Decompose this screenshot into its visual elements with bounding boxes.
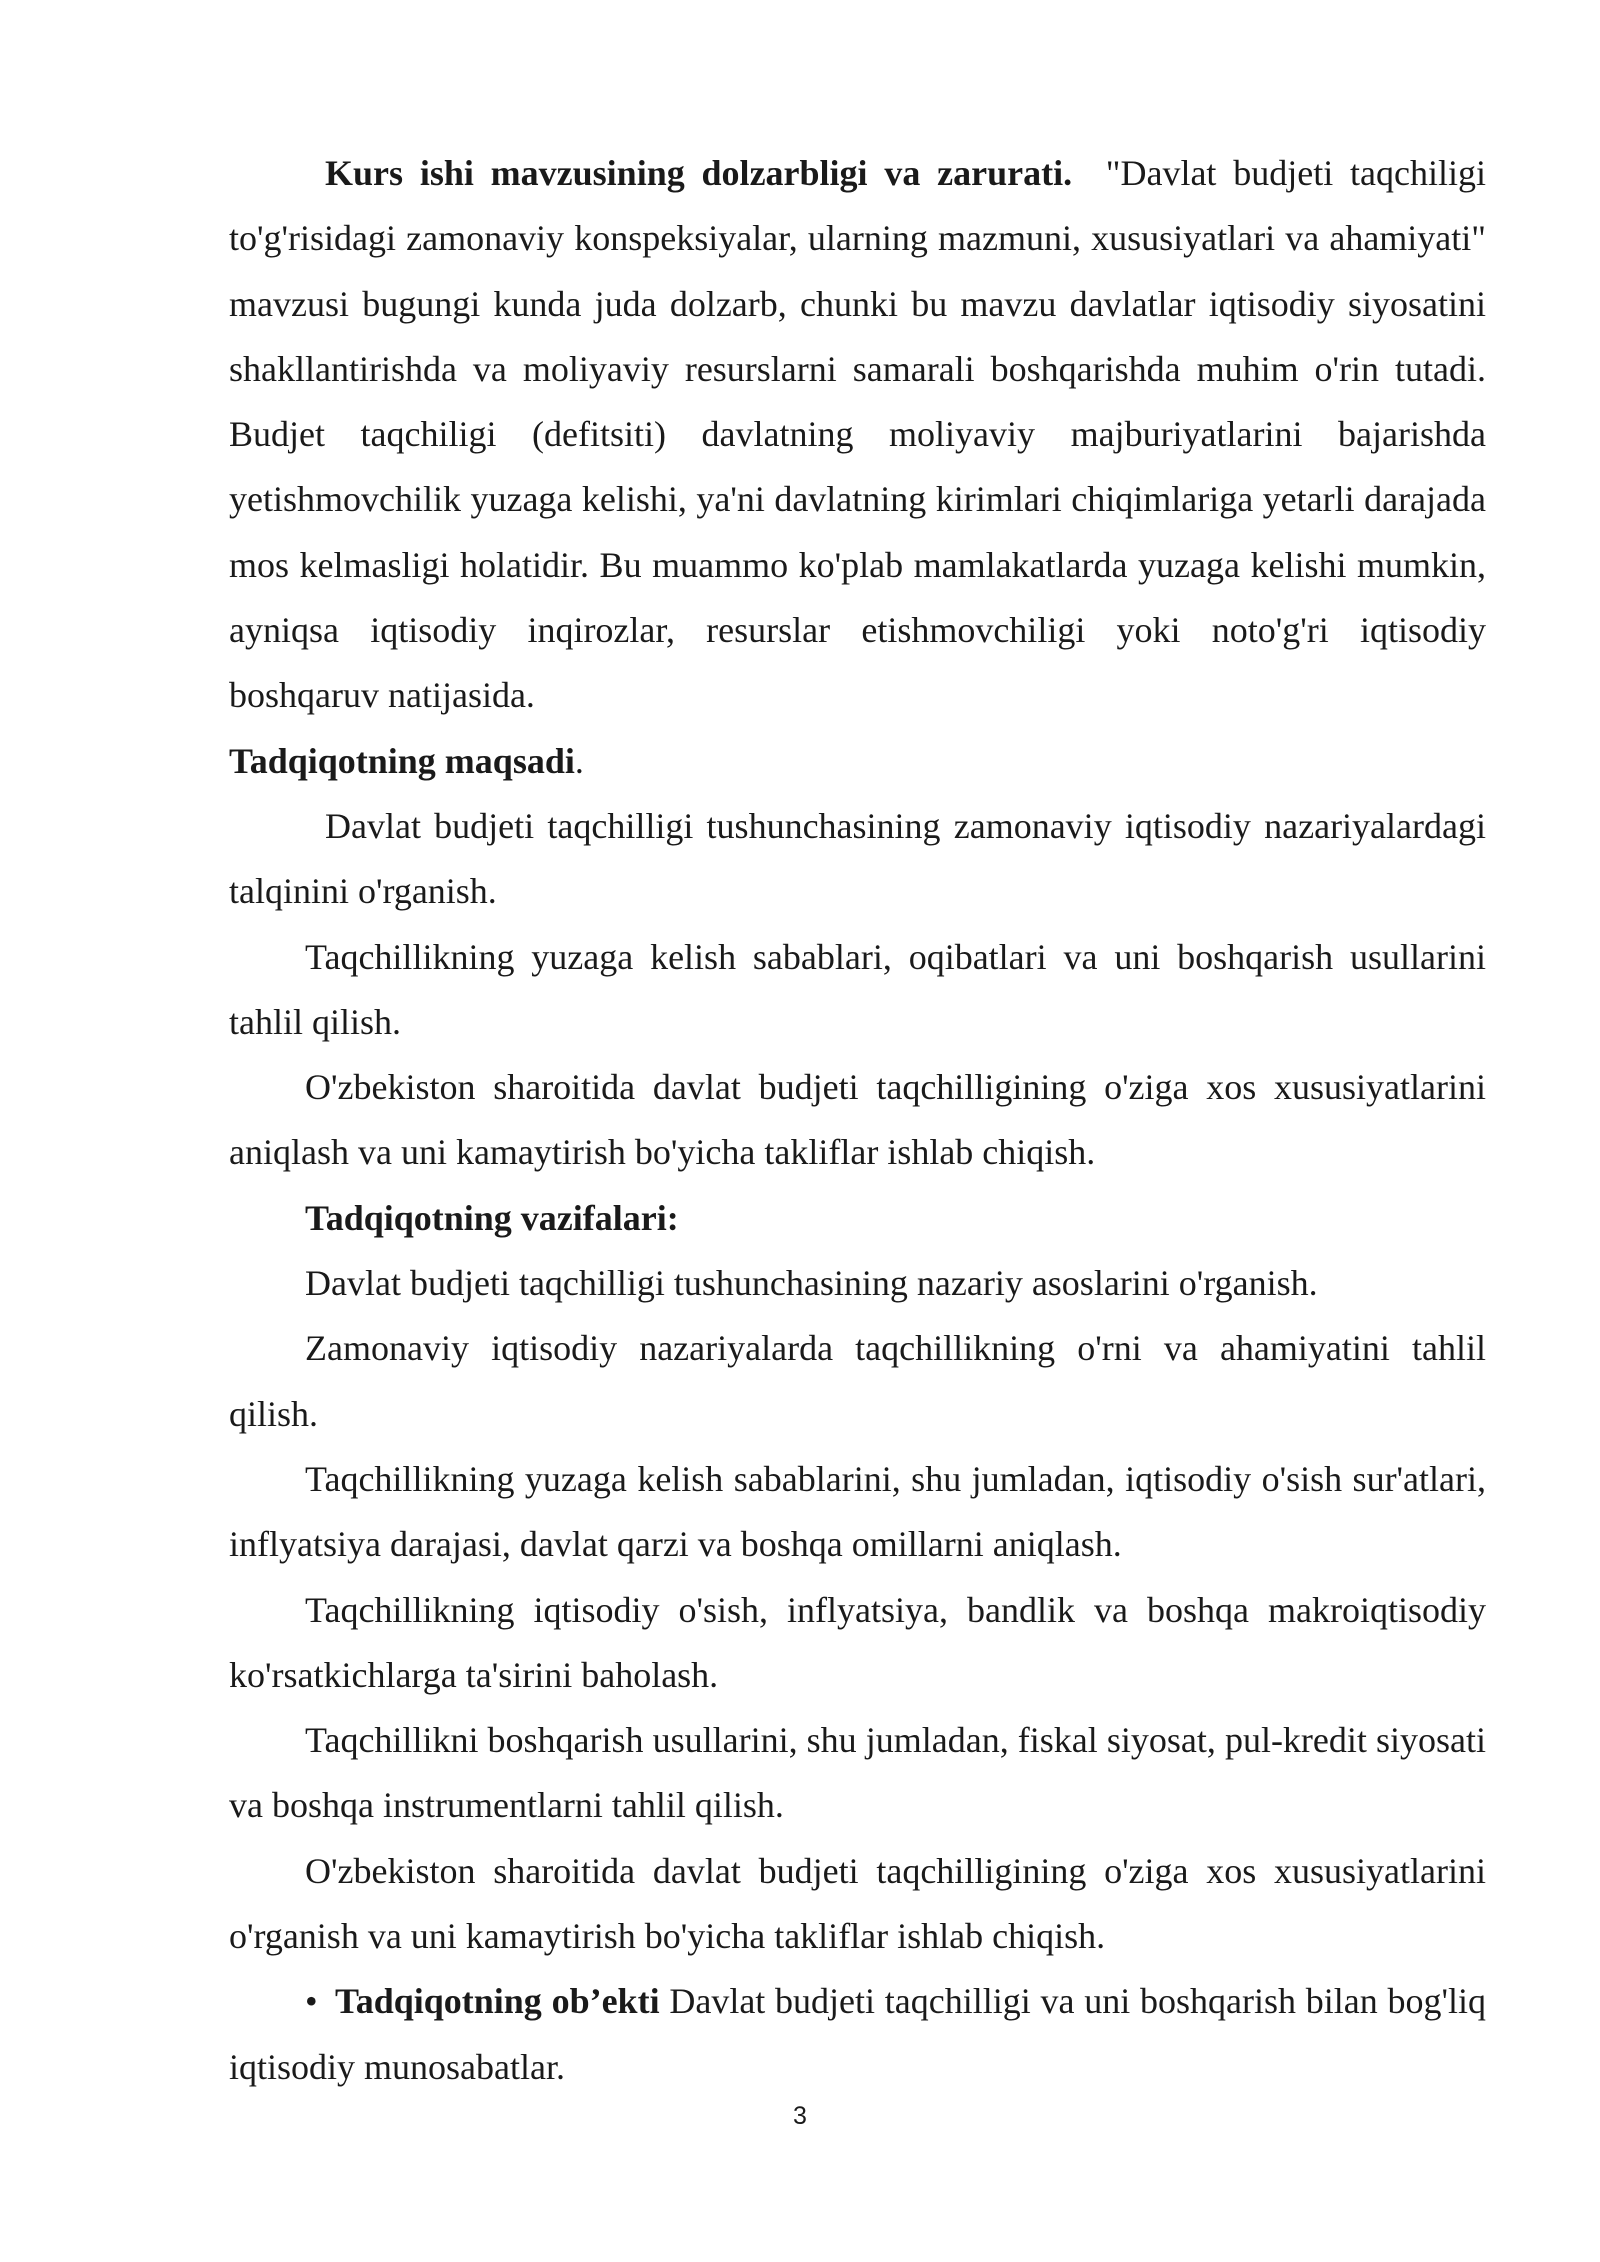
- task-item-2: Zamonaviy iqtisodiy nazariyalarda taqchillikning o'rni va ahamiyatini tahlil qilish.: [229, 1328, 1486, 1434]
- task-item-6: O'zbekiston sharoitida davlat budjeti taqchilligining o'ziga xos xususiyatlarini o'rganish va uni kamaytirish bo'yicha takliflar ishlab chiqish.: [229, 1850, 1486, 1957]
- object-text: Davlat budjeti taqchilligi va uni boshqarish bilan bog'liq iqtisodiy munosabatlar.: [229, 1981, 1487, 2087]
- object-paragraph: [229, 1969, 1486, 2100]
- goal-item-1: Davlat budjeti taqchilligi tushunchasining zamonaviy iqtisodiy nazariyalardagi talqinini o'rganish.: [229, 805, 1486, 912]
- goal-heading-line: [229, 729, 1486, 794]
- goal-item-2: Taqchillikning yuzaga kelish sabablari, oqibatlari va uni boshqarish usullarini tahlil qilish.: [229, 936, 1486, 1042]
- relevance-heading: Kurs ishi mavzusining dolzarbligi va zarurati.: [325, 153, 1073, 193]
- relevance-text: "Davlat budjeti taqchiligi to'g'risidagi zamonaviy konspeksiyalar, ularning mazmuni, xususiyatlari va ahamiyati" mavzusi bugungi kunda juda dolzarb, chunki bu mavzu davlatlar iqtisodiy siyosatini shakllantirishda va moliyaviy resurslarni samarali boshqarishda muhim o'rin tutadi. Budjet taqchiligi (defitsiti) davlatning moliyaviy majburiyatlarini bajarishda yetishmovchilik yuzaga kelishi, ya'ni davlatning kirimlari chiqimlariga yetarli darajada mos kelmasligi holatidir. Bu muammo ko'plab mamlakatlarda yuzaga kelishi mumkin, ayniqsa iqtisodiy inqirozlar, resurslar etishmovchiligi yoki noto'g'ri iqtisodiy boshqaruv natijasida.: [229, 153, 1487, 716]
- goal-heading-period: .: [574, 740, 584, 781]
- goal-heading: Tadqiqotning maqsadi: [229, 740, 575, 781]
- task-item-5: Taqchillikni boshqarish usullarini, shu jumladan, fiskal siyosat, pul-kredit siyosati va boshqa instrumentlarni tahlil qilish.: [229, 1720, 1486, 1826]
- page-content: [229, 141, 1486, 2100]
- task-item-1: Davlat budjeti taqchilligi tushunchasining nazariy asoslarini o'rganish.: [305, 1263, 1318, 1304]
- relevance-paragraph: [229, 141, 1486, 729]
- bullet-icon: •: [305, 1981, 318, 2022]
- goal-item-3: O'zbekiston sharoitida davlat budjeti taqchilligining o'ziga xos xususiyatlarini aniqlash va uni kamaytirish bo'yicha takliflar ishlab chiqish.: [229, 1067, 1486, 1173]
- object-heading: Tadqiqotning ob’ekti: [335, 1981, 660, 2022]
- task-item-3: Taqchillikning yuzaga kelish sabablarini, shu jumladan, iqtisodiy o'sish sur'atlari, inflyatsiya darajasi, davlat qarzi va boshqa omillarni aniqlash.: [229, 1458, 1486, 1565]
- task-item-4: Taqchillikning iqtisodiy o'sish, inflyatsiya, bandlik va boshqa makroiqtisodiy ko'rsatkichlarga ta'sirini baholash.: [229, 1589, 1486, 1695]
- tasks-heading: Tadqiqotning vazifalari:: [305, 1197, 679, 1238]
- page-number: 3: [793, 2102, 807, 2130]
